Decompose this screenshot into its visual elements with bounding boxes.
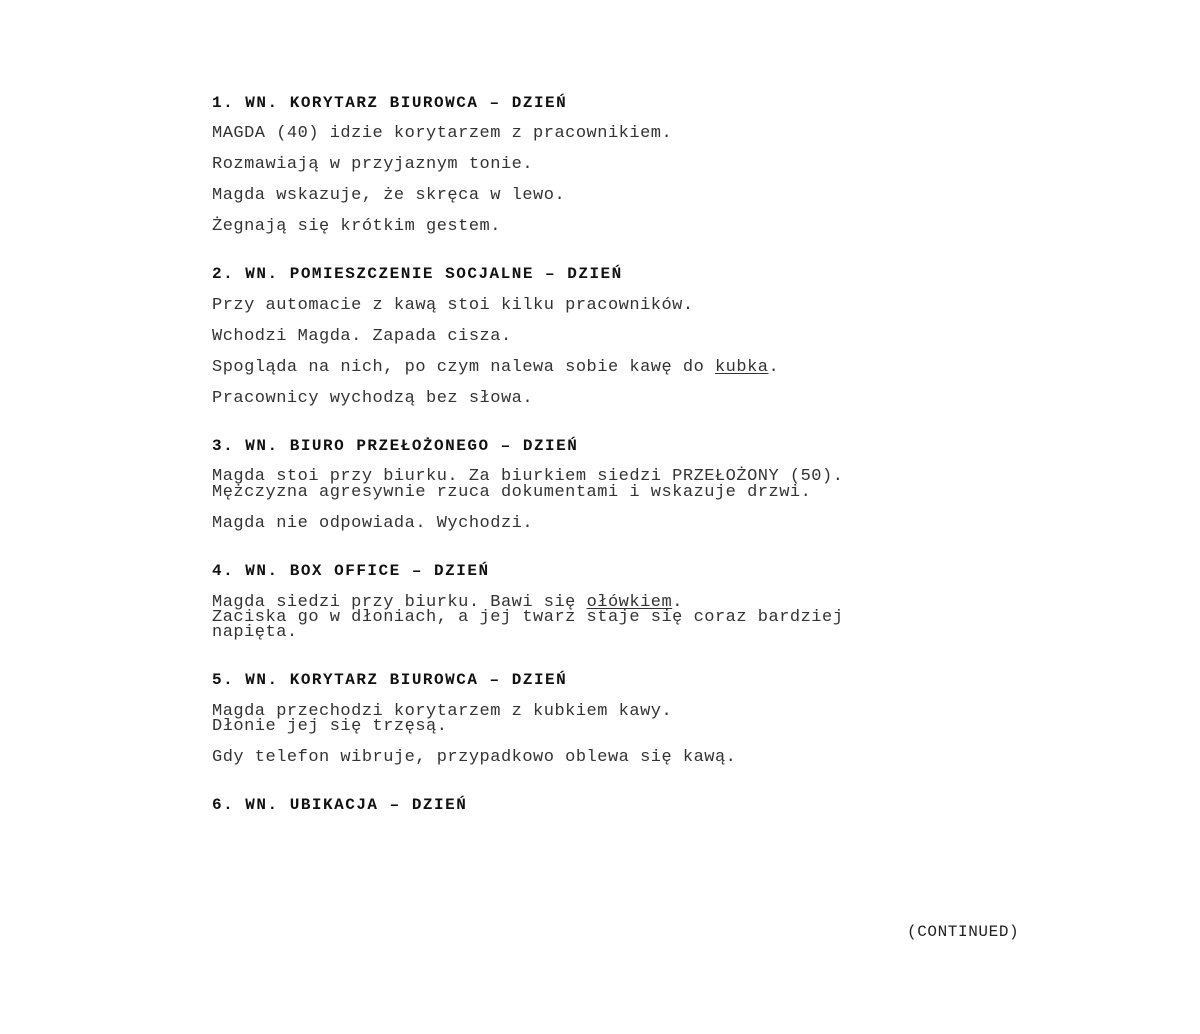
action-line: Żegnają się krótkim gestem. (212, 217, 501, 236)
action-line: Gdy telefon wibruje, przypadkowo oblewa się kawą. (212, 748, 737, 767)
action-text: . (768, 358, 780, 377)
action-line: Przy automacie z kawą stoi kilku pracowników. (212, 296, 694, 315)
scene-heading-1: 1. WN. KORYTARZ BIUROWCA – DZIEŃ (212, 94, 568, 112)
scene-heading-6: 6. WN. UBIKACJA – DZIEŃ (212, 796, 468, 814)
action-line: Magda przechodzi korytarzem z kubkiem kawy. (212, 702, 673, 721)
scene-heading-4: 4. WN. BOX OFFICE – DZIEŃ (212, 562, 490, 580)
action-line: Rozmawiają w przyjaznym tonie. (212, 155, 534, 174)
action-text: . (672, 593, 683, 612)
underlined-prop: ołówkiem (586, 593, 673, 612)
action-line: Pracownicy wychodzą bez słowa. (212, 389, 534, 408)
action-line: Mężczyzna agresywnie rzuca dokumentami i wskazuje drzwi. (212, 483, 812, 502)
scene-heading-5: 5. WN. KORYTARZ BIUROWCA – DZIEŃ (212, 671, 568, 689)
action-line: napięta. (212, 623, 298, 642)
underlined-prop: kubka (714, 358, 769, 377)
action-line: Zaciska go w dłoniach, a jej twarz staje się coraz bardziej (212, 608, 844, 627)
action-text: Magda siedzi przy biurku. Bawi się (212, 593, 587, 612)
scene-heading-2: 2. WN. POMIESZCZENIE SOCJALNE – DZIEŃ (212, 265, 623, 283)
action-line: Magda stoi przy biurku. Za biurkiem siedzi PRZEŁOŻONY (50). (212, 467, 844, 486)
action-line: Magda nie odpowiada. Wychodzi. (212, 514, 534, 533)
action-line (212, 360, 779, 376)
continued-label: (CONTINUED) (907, 923, 1020, 941)
action-line: Dłonie jej się trzęsą. (212, 717, 448, 736)
action-line: MAGDA (40) idzie korytarzem z pracownikiem. (212, 124, 673, 143)
action-line: Wchodzi Magda. Zapada cisza. (212, 327, 512, 346)
action-line: Magda wskazuje, że skręca w lewo. (212, 186, 566, 205)
action-text: Spogląda na nich, po czym nalewa sobie kawę do (212, 358, 715, 377)
scene-heading-3: 3. WN. BIURO PRZEŁOŻONEGO – DZIEŃ (212, 437, 579, 455)
